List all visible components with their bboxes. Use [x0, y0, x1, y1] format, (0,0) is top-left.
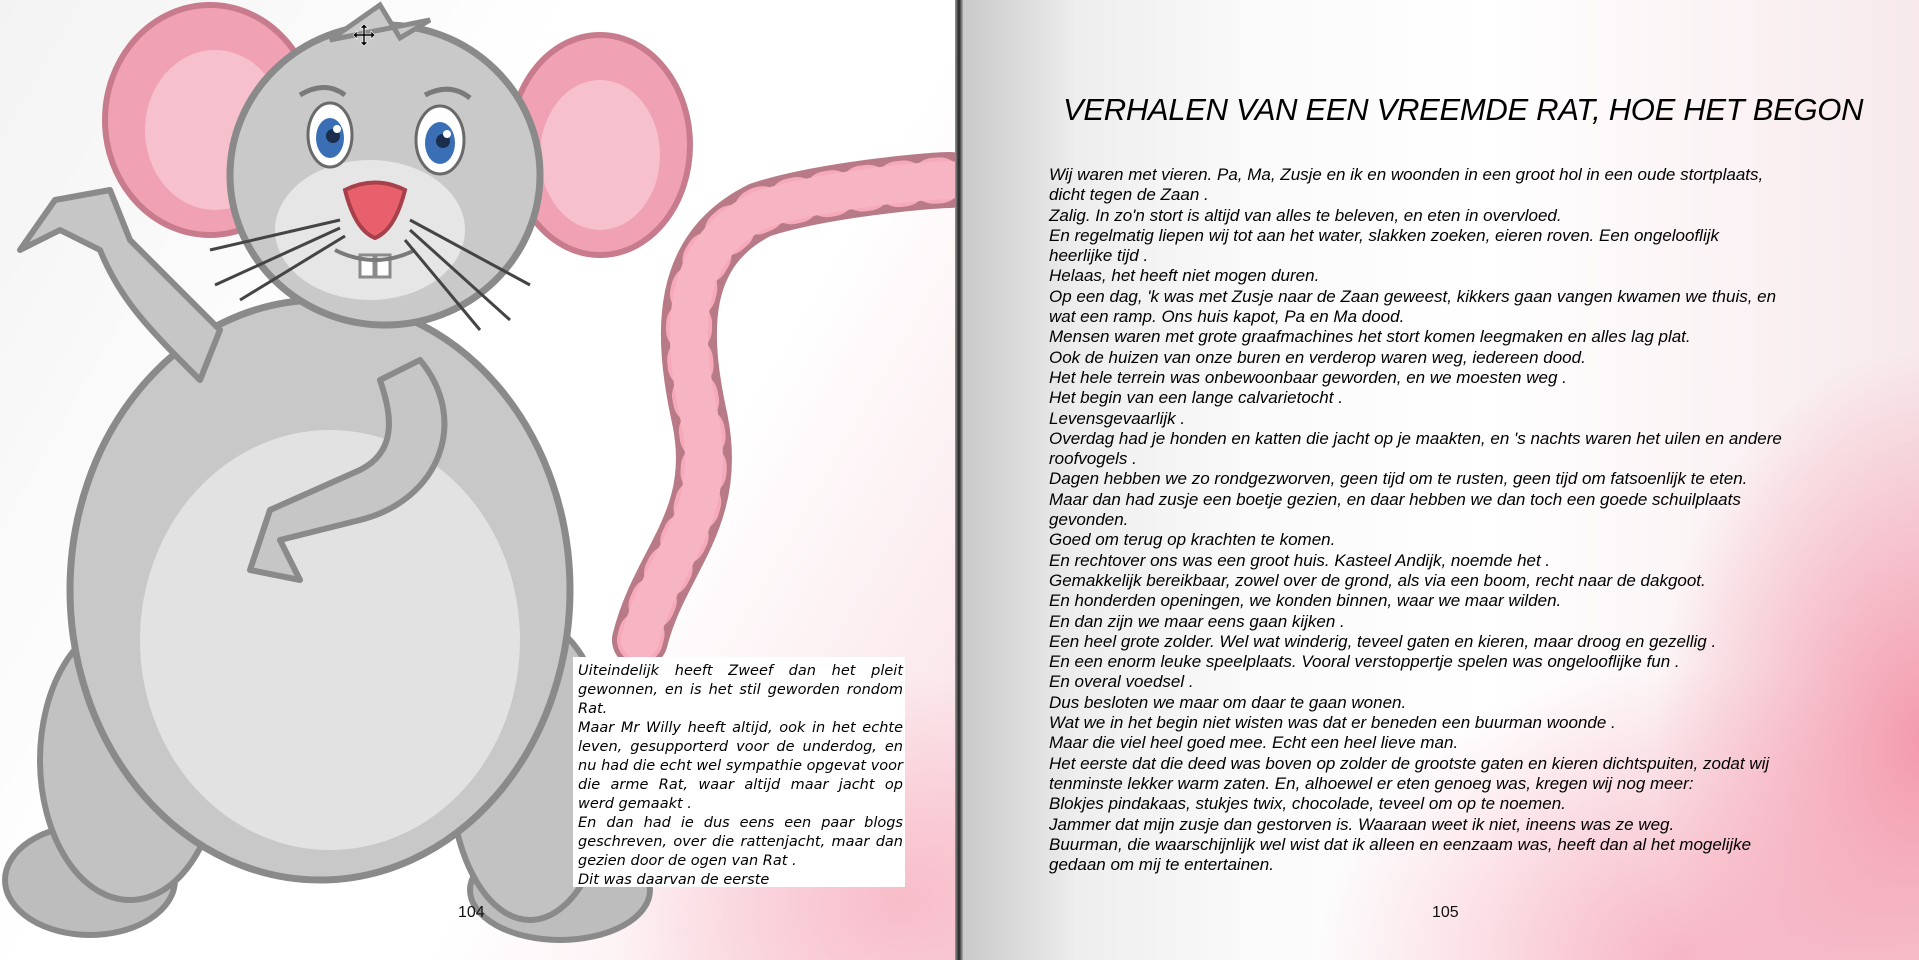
- move-cursor-icon: [353, 24, 375, 46]
- story-line: Wat we in het begin niet wisten was dat er beneden een buurman woonde .: [1049, 713, 1616, 733]
- story-line: Blokjes pindakaas, stukjes twix, chocolade, teveel om op te noemen.: [1049, 794, 1566, 814]
- story-line: Het hele terrein was onbewoonbaar geworden, en we moesten weg .: [1049, 367, 1567, 387]
- story-line: Ook de huizen van onze buren en verderop waren weg, iedereen dood.: [1049, 347, 1586, 367]
- story-line: Op een dag, 'k was met Zusje naar de Zaan geweest, kikkers gaan vangen kwamen we thuis, en: [1049, 286, 1777, 306]
- story-line: Het begin van een lange calvarietocht .: [1049, 388, 1343, 408]
- note-paragraph: Uiteindelijk heeft Zweef dan het pleit gewonnen, en is het stil geworden rondom Rat.: [578, 663, 903, 717]
- story-line: heerlijke tijd .: [1049, 246, 1149, 266]
- intro-note-box: [573, 657, 905, 887]
- story-line: Overdag had je honden en katten die jacht op je maakten, en 's nachts waren het uilen en andere: [1049, 428, 1782, 448]
- story-line: Jammer dat mijn zusje dan gestorven is. Waaraan weet ik niet, ineens was ze weg.: [1049, 814, 1675, 834]
- right-page: [963, 0, 1919, 960]
- story-line: gedaan om mij te entertainen.: [1049, 855, 1274, 875]
- note-paragraph: Maar Mr Willy heeft altijd, ook in het echte leven, gesupporterd voor de underdog, en nu had die echt wel sympathie opgevat voor die arme Rat, waar altijd maar jacht op werd gemaakt .: [578, 720, 903, 812]
- page-number-right: 105: [1432, 904, 1459, 921]
- story-line: Levensgevaarlijk .: [1049, 408, 1186, 428]
- story-line: Dagen hebben we zo rondgezworven, geen tijd om te rusten, geen tijd om fatsoenlijk te eten.: [1049, 469, 1748, 489]
- story-line: En rechtover ons was een groot huis. Kasteel Andijk, noemde het .: [1049, 550, 1551, 570]
- story-line: dicht tegen de Zaan .: [1049, 185, 1209, 205]
- left-page: [0, 0, 958, 960]
- story-line: Goed om terug op krachten te komen.: [1049, 530, 1336, 550]
- story-line: Mensen waren met grote graafmachines het stort komen leegmaken en alles lag plat.: [1049, 327, 1691, 347]
- story-title: VERHALEN VAN EEN VREEMDE RAT, HOE HET BEGON: [1063, 92, 1864, 127]
- story-line: Maar die viel heel goed mee. Echt een heel lieve man.: [1049, 733, 1459, 753]
- story-line: Maar dan had zusje een boetje gezien, en daar hebben we dan toch een goede schuilplaats: [1049, 489, 1741, 509]
- story-line: Wij waren met vieren. Pa, Ma, Zusje en ik en woonden in een groot hol in een oude stortplaats,: [1049, 165, 1764, 184]
- story-line: Zalig. In zo'n stort is altijd van alles te beleven, en eten in overvloed.: [1049, 205, 1562, 225]
- story-line: En regelmatig liepen wij tot aan het water, slakken zoeken, eieren roven. Een ongelooflijk: [1049, 225, 1720, 245]
- story-line: Buurman, die waarschijnlijk wel wist dat ik alleen en eenzaam was, heeft dan al het mogelijke: [1049, 834, 1752, 854]
- story-line: Dus besloten we maar om daar te gaan wonen.: [1049, 692, 1407, 712]
- story-body: [1049, 165, 1807, 875]
- story-line: roofvogels .: [1049, 449, 1137, 469]
- page-number-left: 104: [458, 904, 485, 921]
- story-line: En honderden openingen, we konden binnen, waar we maar wilden.: [1049, 591, 1562, 611]
- note-paragraph: Dit was daarvan de eerste: [578, 872, 770, 888]
- story-line: Het eerste dat die deed was boven op zolder de grootste gaten en kieren dichtspuiten, zodat wij: [1049, 753, 1770, 773]
- story-line: Gemakkelijk bereikbaar, zowel over de grond, als via een boom, recht naar de dakgoot.: [1049, 570, 1706, 590]
- story-line: En dan zijn we maar eens gaan kijken .: [1049, 611, 1345, 631]
- story-line: Helaas, het heeft niet mogen duren.: [1049, 266, 1320, 286]
- story-line: En een enorm leuke speelplaats. Vooral verstoppertje spelen was ongelooflijke fun .: [1049, 652, 1680, 672]
- story-line: wat een ramp. Ons huis kapot, Pa en Ma dood.: [1049, 307, 1405, 327]
- story-line: tenminste lekker warm zaten. En, alhoewel er eten genoeg was, kregen wij nog meer:: [1049, 773, 1694, 793]
- story-line: Een heel grote zolder. Wel wat winderig, teveel gaten en kieren, maar droog en gezellig .: [1049, 631, 1717, 651]
- story-line: gevonden.: [1049, 510, 1129, 530]
- story-line: En overal voedsel .: [1049, 672, 1194, 692]
- book-spine: [955, 0, 963, 960]
- note-paragraph: En dan had ie dus eens een paar blogs geschreven, over die rattenjacht, maar dan gezien door de ogen van Rat .: [578, 815, 903, 869]
